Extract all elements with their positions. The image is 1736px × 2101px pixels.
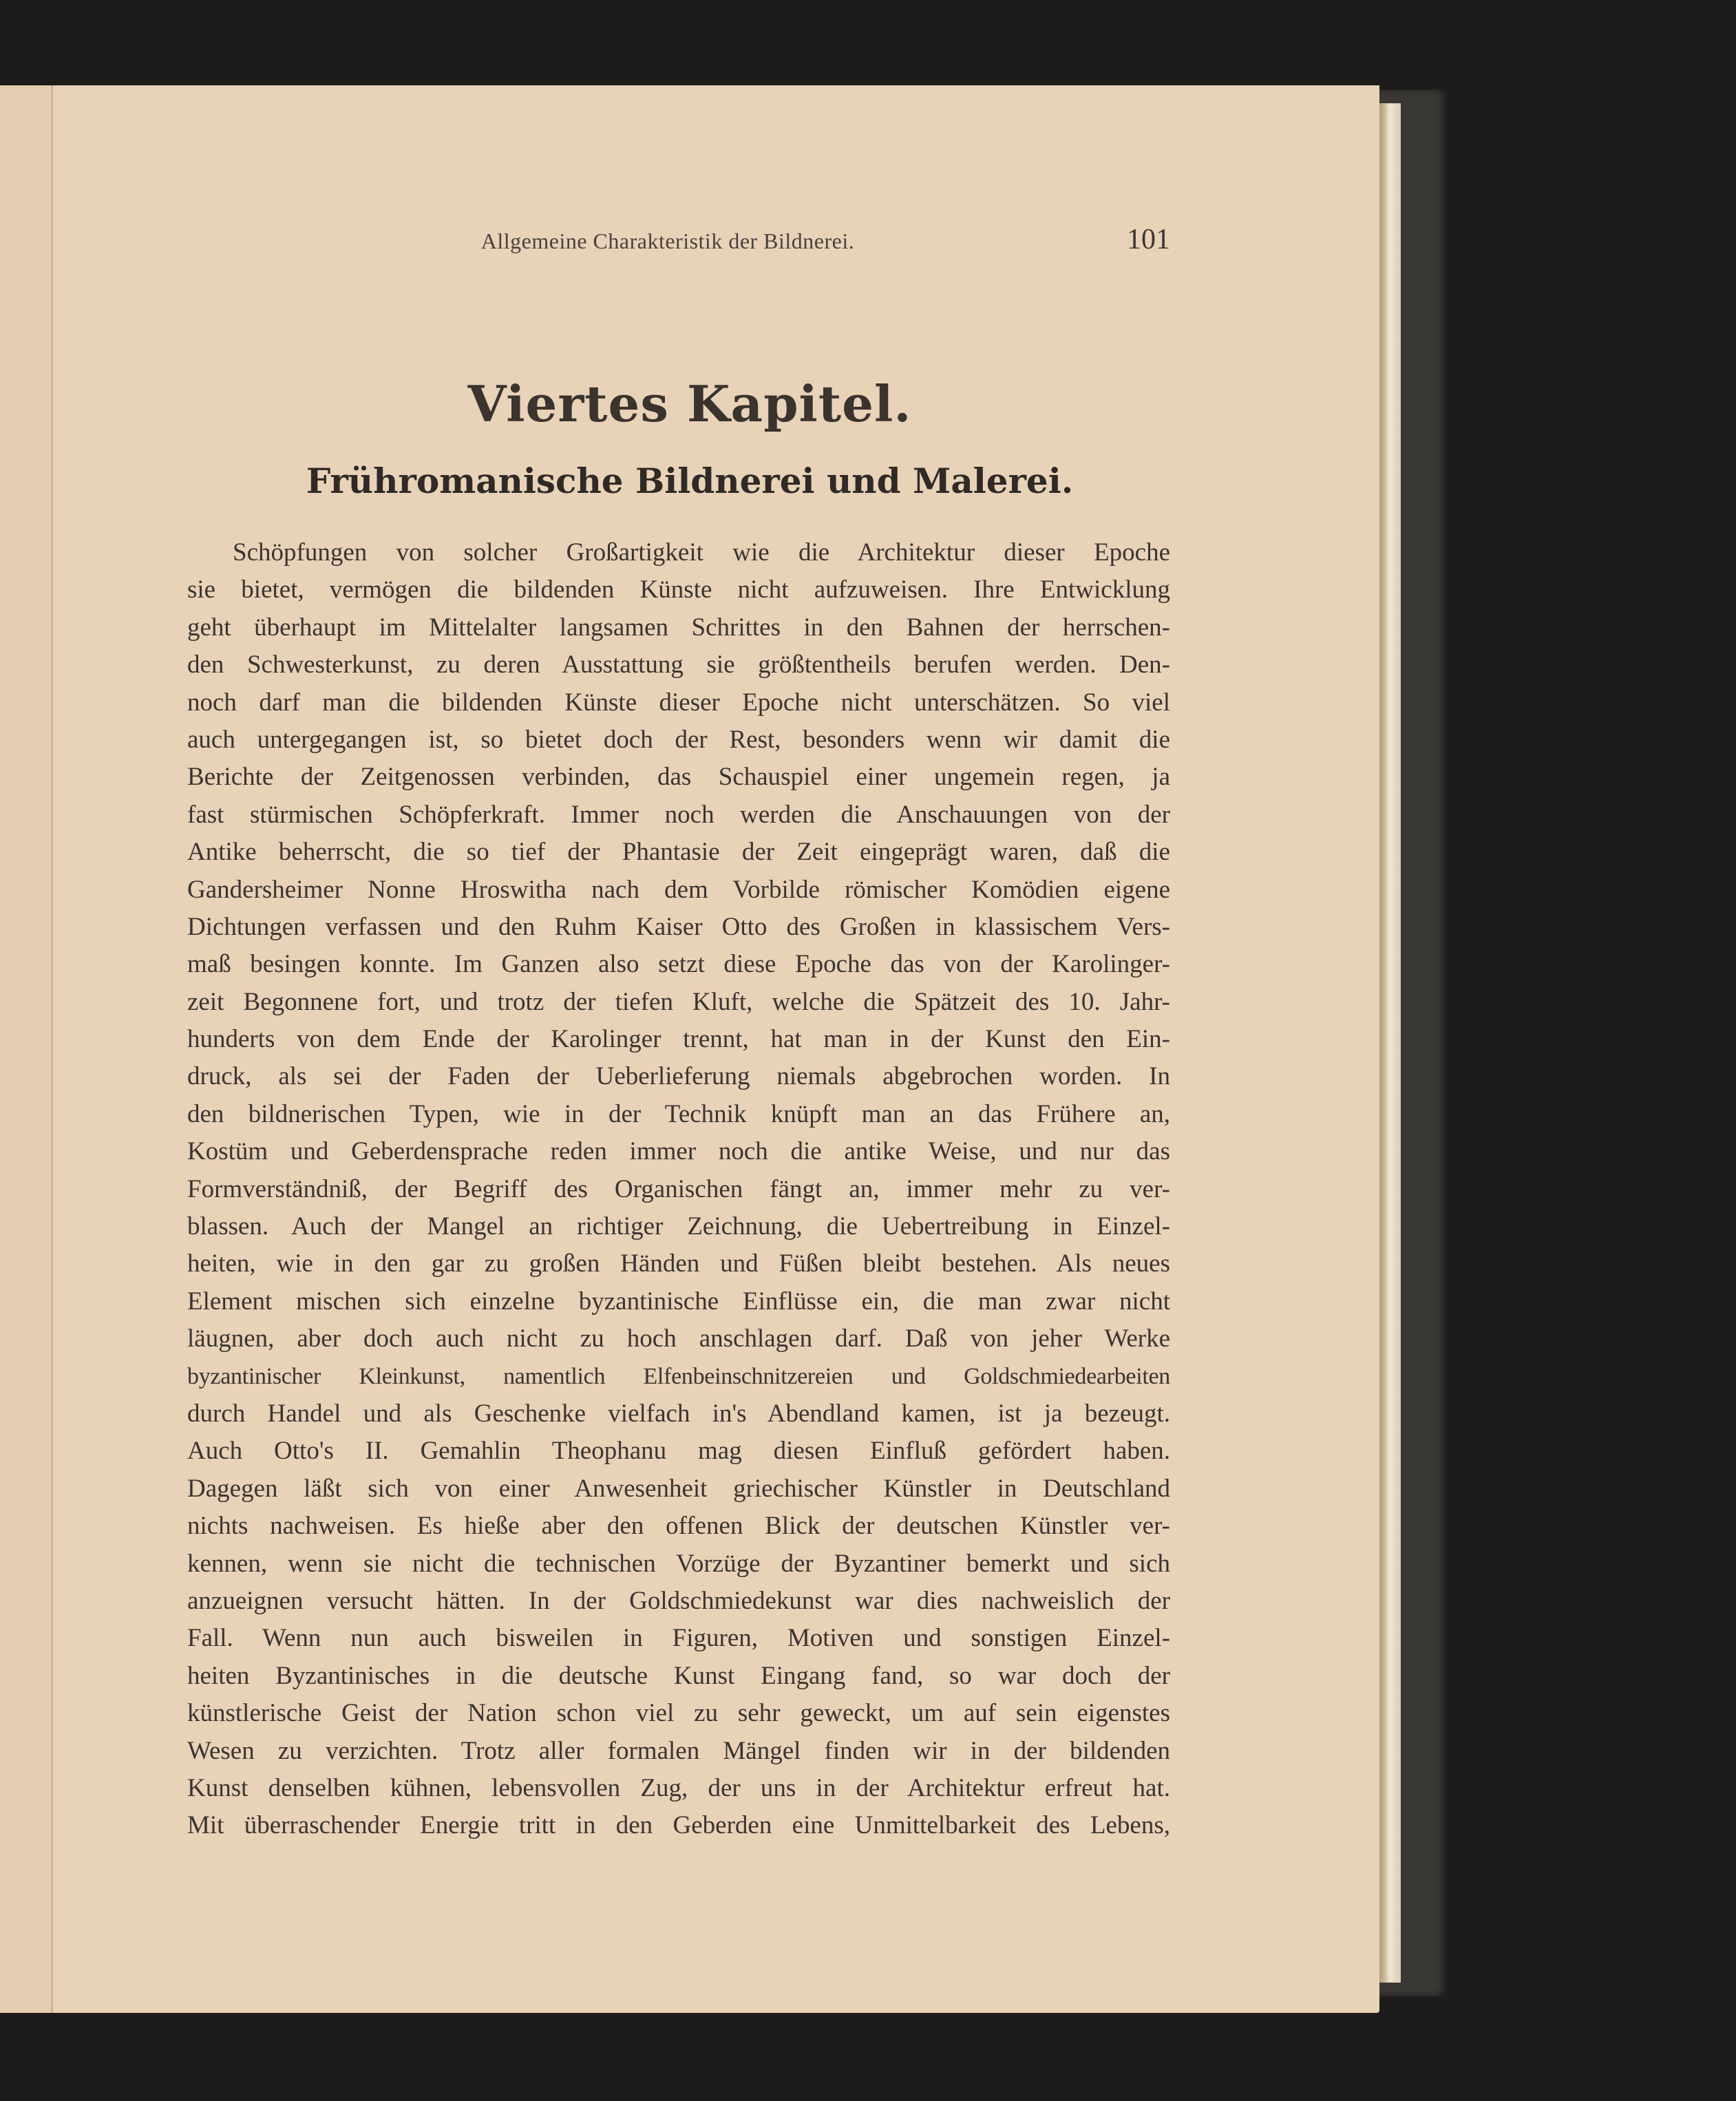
- text-line: Wesen zu verzichten. Trotz aller formalen Mängel finden wir in der bildenden: [187, 1736, 1170, 1765]
- text-line: Auch Otto's II. Gemahlin Theophanu mag diesen Einfluß gefördert haben.: [187, 1437, 1170, 1466]
- book-page: [0, 85, 1379, 2013]
- body-paragraph: [187, 534, 1170, 1845]
- text-line: den Schwesterkunst, zu deren Ausstattung sie größtentheils berufen werden. Den-: [187, 651, 1170, 679]
- text-line: hunderts von dem Ende der Karolinger trennt, hat man in der Kunst den Ein-: [187, 1025, 1170, 1054]
- chapter-subtitle: Frühromanische Bildnerei und Malerei.: [306, 461, 1074, 501]
- text-line: künstlerische Geist der Nation schon viel zu sehr geweckt, um auf sein eigenstes: [187, 1699, 1170, 1728]
- text-line: Dagegen läßt sich von einer Anwesenheit griechischer Künstler in Deutschland: [187, 1474, 1170, 1503]
- text-line: Berichte der Zeitgenossen verbinden, das Schauspiel einer ungemein regen, ja: [187, 763, 1170, 792]
- text-line: Formverständniß, der Begriff des Organischen fängt an, immer mehr zu ver-: [187, 1174, 1170, 1203]
- text-line: Antike beherrscht, die so tief der Phantasie der Zeit eingeprägt waren, daß die: [187, 838, 1170, 867]
- text-line: Schöpfungen von solcher Großartigkeit wie die Architektur dieser Epoche: [233, 538, 1170, 567]
- text-line: druck, als sei der Faden der Ueberlieferung niemals abgebrochen worden. In: [187, 1062, 1170, 1091]
- text-line: Dichtungen verfassen und den Ruhm Kaiser Otto des Großen in klassischem Vers-: [187, 912, 1170, 941]
- running-head: Allgemeine Charakteristik der Bildnerei.: [480, 229, 855, 253]
- text-line: Fall. Wenn nun auch bisweilen in Figuren, Motiven und sonstigen Einzel-: [187, 1624, 1170, 1653]
- text-line: Element mischen sich einzelne byzantinische Einflüsse ein, die man zwar nicht: [187, 1287, 1170, 1316]
- text-line: heiten Byzantinisches in die deutsche Kunst Eingang fand, so war doch der: [187, 1661, 1170, 1690]
- text-line: byzantinischer Kleinkunst, namentlich Elfenbeinschnitzereien und Goldschmiedearbeiten: [187, 1363, 1170, 1389]
- text-line: Kunst denselben kühnen, lebensvollen Zug, der uns in der Architektur erfreut hat.: [187, 1773, 1170, 1802]
- text-line: durch Handel und als Geschenke vielfach in's Abendland kamen, ist ja bezeugt.: [187, 1399, 1170, 1428]
- text-line: nichts nachweisen. Es hieße aber den offenen Blick der deutschen Künstler ver-: [187, 1512, 1170, 1541]
- text-line: kennen, wenn sie nicht die technischen Vorzüge der Byzantiner bemerkt und sich: [187, 1549, 1170, 1578]
- text-line: auch untergegangen ist, so bietet doch der Rest, besonders wenn wir damit die: [187, 725, 1170, 754]
- text-line: läugnen, aber doch auch nicht zu hoch anschlagen darf. Daß von jeher Werke: [187, 1324, 1170, 1353]
- text-line: Kostüm und Geberdensprache reden immer noch die antike Weise, und nur das: [187, 1137, 1170, 1166]
- text-line: blassen. Auch der Mangel an richtiger Zeichnung, die Uebertreibung in Einzel-: [187, 1212, 1170, 1241]
- text-line: geht überhaupt im Mittelalter langsamen Schrittes in den Bahnen der herrschen-: [187, 613, 1170, 642]
- text-line: den bildnerischen Typen, wie in der Technik knüpft man an das Frühere an,: [187, 1099, 1170, 1128]
- text-line: Mit überraschender Energie tritt in den Geberden eine Unmittelbarkeit des Lebens,: [187, 1811, 1170, 1840]
- page-number: 101: [1127, 224, 1170, 255]
- text-line: maß besingen konnte. Im Ganzen also setzt diese Epoche das von der Karolinger-: [187, 950, 1170, 979]
- text-line: anzueignen versucht hätten. In der Goldschmiedekunst war dies nachweislich der: [187, 1586, 1170, 1615]
- text-line: fast stürmischen Schöpferkraft. Immer noch werden die Anschauungen von der: [187, 800, 1170, 829]
- chapter-title: Viertes Kapitel.: [467, 374, 912, 433]
- text-line: zeit Begonnene fort, und trotz der tiefen Kluft, welche die Spätzeit des 10. Jahr-: [187, 987, 1170, 1016]
- text-line: Gandersheimer Nonne Hroswitha nach dem Vorbilde römischer Komödien eigene: [187, 875, 1170, 904]
- text-line: heiten, wie in den gar zu großen Händen und Füßen bleibt bestehen. Als neues: [187, 1249, 1170, 1278]
- text-line: noch darf man die bildenden Künste dieser Epoche nicht unterschätzen. So viel: [187, 688, 1170, 717]
- text-line: sie bietet, vermögen die bildenden Künste nicht aufzuweisen. Ihre Entwicklung: [187, 576, 1170, 604]
